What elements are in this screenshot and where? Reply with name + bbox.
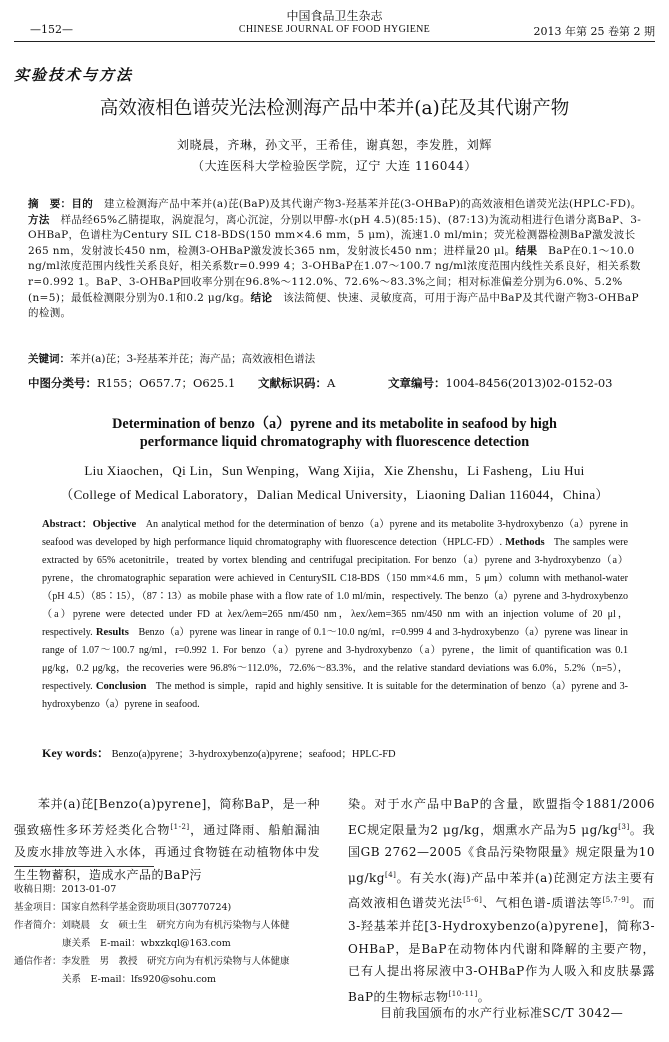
keywords-cn bbox=[28, 351, 643, 366]
page-number: —152— bbox=[30, 23, 73, 36]
abstract-cn bbox=[28, 197, 643, 322]
footnote-rule bbox=[14, 866, 154, 867]
abstract-en-conclusion: The method is simple，rapid and highly sensitive. It is suitable for the determination of benzo（a）pyrene and 3-hydroxybenzo（a）pyrene in seafood. bbox=[42, 681, 628, 710]
footnote-received: 收稿日期：2013-01-07 bbox=[14, 884, 117, 895]
abstract-en bbox=[42, 516, 628, 714]
doc-code-value: A bbox=[327, 376, 336, 390]
citation: [1-2] bbox=[170, 822, 190, 831]
citation: [5-6] bbox=[463, 896, 483, 905]
abstract-cn-label: 摘 要： bbox=[28, 198, 72, 210]
abstract-en-objective: An analytical method for the determination of benzo（a）pyrene and its metabolite 3-hydroxybenzo（a）pyrene in seafood was developed by high performance liquid chromatography with fluorescence detection（HPLC-FD）. bbox=[42, 519, 628, 548]
citation: [3] bbox=[618, 822, 630, 831]
citation: [5,7-9] bbox=[602, 896, 630, 905]
abstract-cn-results: BaP在0.1～10.0 ng/ml浓度范围内线性关系良好，相关系数r=0.999 4；3-OHBaP在1.07～100.7 ng/ml浓度范围内线性关系良好，相关系数r=0.992 1。BaP、3-OHBaP回收率分别在96.8%～112.0%、72.6%～83.3%之间；相对标准偏差分别为6.0%、5.2%(n=5)；最低检测限分别为0.1和0.2 μg/kg。 bbox=[28, 244, 641, 304]
abstract-en-methods: The samples were extracted by 65% acetonitrile，treated by vortex blending and centrifugal precipitation. For benzo（a）pyrene and 3-hydroxybenzo（a）pyrene，the chromatographic separation were achieved in CenturySIL C18-BDS（150 mm×4.6 mm，5 μm）column with methanol-water（pH 4.5）（85∶15），（87∶13）as mobile phase with a flow rate of 1.0 ml/min，respectively. The benzo（a）pyrene and 3-hydroxybenzo（a）pyrene were detected under FD at λex/λem=265 nm/450 nm，λex/λem=365 nm/450 nm with an injection volume of 20 μl，respectively. bbox=[42, 537, 628, 638]
abstract-en-results: Benzo（a）pyrene was linear in range of 0.1～10.0 ng/ml，r=0.999 4 and 3-hydroxybenzo（a）pyrene was linear in range of 1.07～100.7 ng/ml，r=0.992 1. For benzo（a）pyrene and 3-hydroxybenzo（a）pyrene，the limit of quantification was 0.1 μg/kg，0.2 μg/kg，the recoveries were 96.8%～112.0%，72.6%～83.3%，and the relative standard deviations was 6.0%，5.2%（n=5），respectively. bbox=[42, 627, 628, 692]
footnote-corresponding-cont: 关系 E-mail：lfs920@sohu.com bbox=[62, 974, 217, 985]
abstract-cn-conclusion-label: 结论 bbox=[250, 291, 273, 304]
issue-info: 2013 年第 25 卷第 2 期 bbox=[533, 25, 655, 38]
body-last-line: 目前我国颁布的水产行业标准SC/T 3042— bbox=[380, 1006, 624, 1020]
affiliation-en: （College of Medical Laboratory，Dalian Medical University，Liaoning Dalian 116044，China） bbox=[60, 487, 609, 502]
classification-line bbox=[28, 375, 643, 391]
citation: [10-11] bbox=[448, 989, 478, 998]
abstract-en-conclusion-label: Conclusion bbox=[95, 681, 147, 692]
affiliation-cn: （大连医科大学检验医学院，辽宁 大连 116044） bbox=[191, 159, 478, 173]
authors-cn: 刘晓晨，齐琳，孙文平，王希佳，谢真恕，李发胜，刘辉 bbox=[176, 138, 492, 152]
footnote-corresponding: 通信作者：李发胜 男 教授 研究方向为有机污染物与人体健康 bbox=[14, 956, 290, 967]
body-right-text-f: 。 bbox=[477, 989, 491, 1004]
abstract-cn-objective-label: 目的 bbox=[71, 198, 94, 210]
keywords-en bbox=[42, 744, 628, 761]
footnote-fund: 基金项目：国家自然科学基金资助项目(30770724) bbox=[14, 902, 232, 913]
body-right-text-d: 、气相色谱-质谱法等 bbox=[482, 896, 603, 911]
body-left-text-a: 苯并(a)芘[Benzo(a)pyrene]，简称BaP，是一种强致癌性多环芳烃类化合物 bbox=[14, 797, 320, 837]
abstract-en-results-label: Results bbox=[95, 627, 129, 638]
body-left-text-b: ，通过降雨、船舶漏油及废水排放等进入水体，再通过食物链在动植物体中发生生物蓄积，造成水产品的BaP污 bbox=[14, 822, 320, 882]
title-en-line1: Determination of benzo（a）pyrene and its metabolite in seafood by high bbox=[112, 416, 557, 432]
citation: [4] bbox=[384, 870, 397, 879]
body-right-text-a: 染。对于水产品中BaP的含量，欧盟指令1881/2006 EC规定限量为2 μg/kg，烟熏水产品为5 μg/kg bbox=[348, 797, 655, 837]
body-right-text-c: 。有关水(海)产品中苯并(a)芘测定方法主要有高效液相色谱荧光法 bbox=[348, 870, 655, 911]
abstract-en-objective-label: Objective bbox=[92, 519, 137, 530]
keywords-en-label: Key words： bbox=[42, 746, 109, 760]
authors-en: Liu Xiaochen，Qi Lin，Sun Wenping，Wang Xijia，Xie Zhenshu，Li Fasheng，Liu Hui bbox=[84, 463, 585, 478]
article-no-value: 1004-8456(2013)02-0152-03 bbox=[445, 376, 613, 390]
keywords-cn-text: 苯并(a)芘；3-羟基苯并芘；海产品；高效液相色谱法 bbox=[70, 353, 316, 365]
footnotes bbox=[14, 881, 324, 989]
abstract-cn-conclusion: 该法简便、快速、灵敏度高，可用于海产品中BaP及其代谢产物3-OHBaP的检测。 bbox=[28, 291, 639, 320]
abstract-cn-methods: 样品经65%乙腈提取，涡旋混匀，离心沉淀，分别以甲醇-水(pH 4.5)(85:15)、(87:13)为流动相进行色谱分离BaP、3-OHBaP，色谱柱为Century SIL C18-BDS(150 mm×4.6 mm，5 μm)，流速1.0 ml/min；荧光检测器检测BaP激发波长265 nm，发射波长450 nm，检测3-OHBaP激发波长365 nm，发射波长450 nm；进样量20 μl。 bbox=[28, 213, 642, 257]
clc-value: R155；O657.7；O625.1 bbox=[97, 376, 236, 390]
abstract-cn-methods-label: 方法 bbox=[28, 213, 50, 226]
body-paragraph-left bbox=[14, 793, 320, 886]
abstract-en-label: Abstract： bbox=[42, 519, 93, 530]
journal-name-en: CHINESE JOURNAL OF FOOD HYGIENE bbox=[238, 24, 431, 35]
abstract-cn-results-label: 结果 bbox=[515, 244, 538, 257]
body-paragraph-right bbox=[348, 793, 655, 1008]
section-label: 实验技术与方法 bbox=[14, 66, 134, 84]
article-no-label: 文章编号： bbox=[388, 376, 446, 390]
body-right-text-e: 。而3-羟基苯并芘[3-Hydroxybenzo(a)pyrene]，简称3-OHBaP，是BaP在动物体内代谢和降解的主要产物，已有人提出将尿液中3-OHBaP作为人吸入和皮肤暴露BaP的生物标志物 bbox=[348, 896, 655, 1004]
clc-label: 中图分类号： bbox=[28, 376, 97, 390]
header-rule bbox=[14, 41, 655, 42]
keywords-en-text: Benzo(a)pyrene；3-hydroxybenzo(a)pyrene；seafood；HPLC-FD bbox=[111, 749, 396, 760]
footnote-author-intro: 作者简介：刘晓晨 女 硕士生 研究方向为有机污染物与人体健 bbox=[14, 920, 290, 931]
doc-code-label: 文献标识码： bbox=[258, 376, 327, 390]
journal-name-cn: 中国食品卫生杂志 bbox=[286, 9, 383, 23]
title-cn: 高效液相色谱荧光法检测海产品中苯并(a)芘及其代谢产物 bbox=[99, 98, 570, 119]
abstract-cn-objective: 建立检测海产品中苯并(a)芘(BaP)及其代谢产物3-羟基苯并芘(3-OHBaP)的高效液相色谱荧光法(HPLC-FD)。 bbox=[103, 198, 642, 210]
abstract-en-methods-label: Methods bbox=[505, 537, 545, 548]
body-left-column bbox=[14, 793, 320, 886]
footnote-author-intro-cont: 康关系 E-mail：wbxzkql@163.com bbox=[62, 938, 231, 949]
body-right-column bbox=[348, 793, 655, 1008]
title-en-line2: performance liquid chromatography with fluorescence detection bbox=[139, 434, 530, 450]
keywords-cn-label: 关键词： bbox=[28, 353, 70, 365]
body-right-text-b: 。我国GB 2762—2005《食品污染物限量》规定限量为10 μg/kg bbox=[348, 822, 655, 885]
